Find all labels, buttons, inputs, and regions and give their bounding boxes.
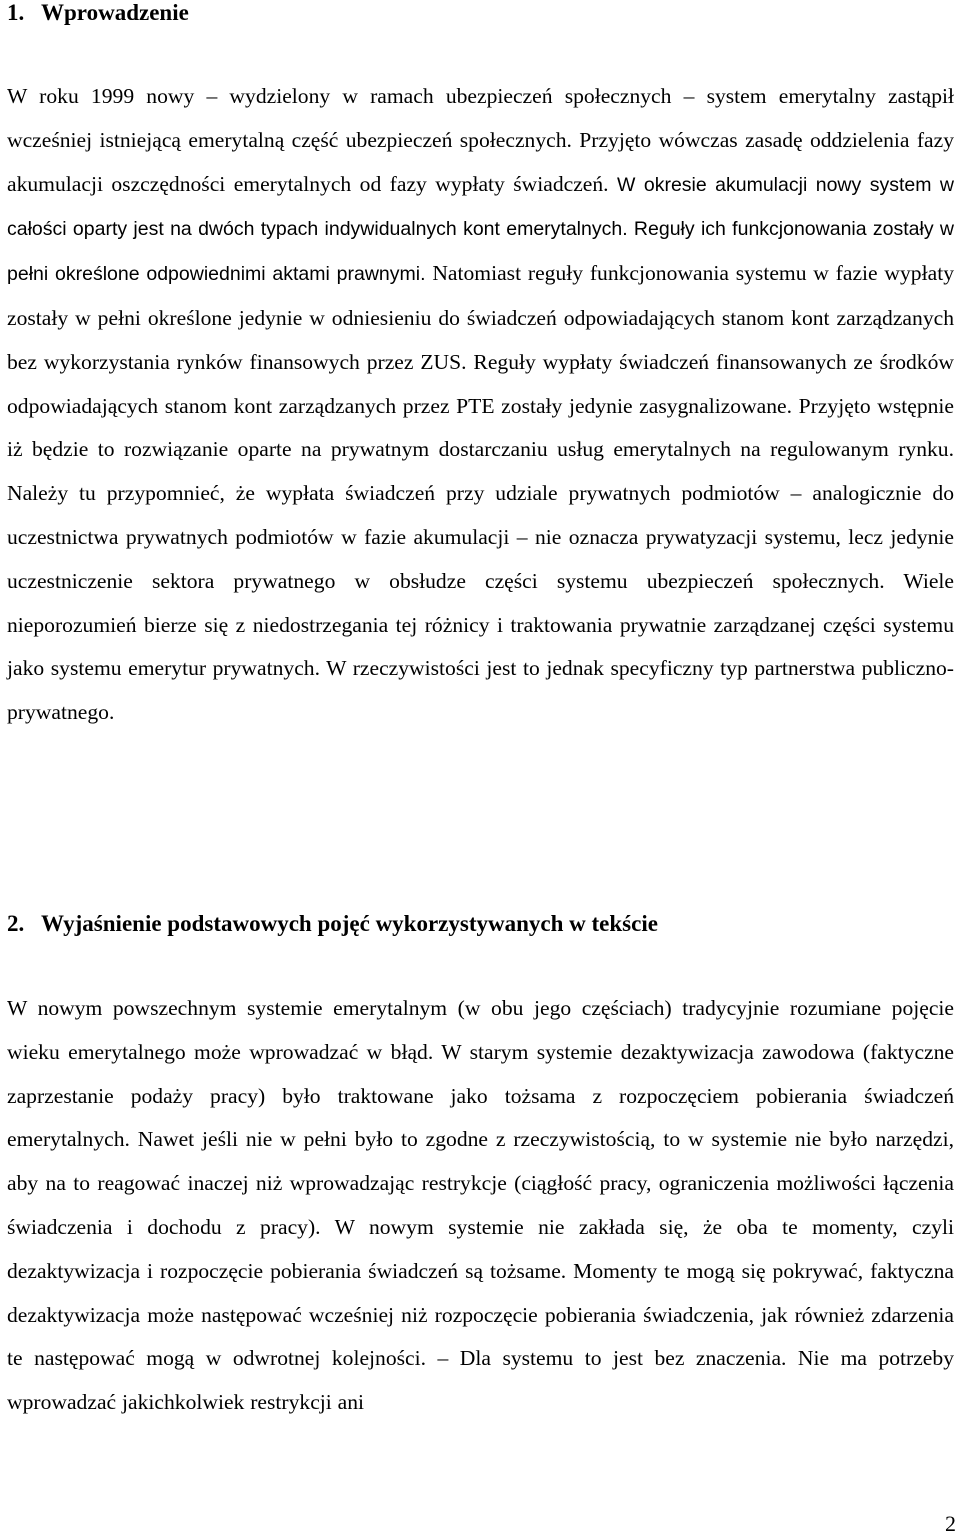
page-number: 2	[945, 1511, 956, 1536]
section-2-title: Wyjaśnienie podstawowych pojęć wykorzystywanych w tekście	[41, 911, 658, 936]
section-2-number: 2.	[7, 911, 25, 936]
paragraph-run: W roku 1999 nowy – wydzielony w ramach ubezpieczeń społecznych – system emerytalny zastąpił wcześniej istniejącą emerytalną część ubezpieczeń społecznych. Przyjęto wówczas zasadę oddzielenia fazy akumulacji oszczędności emerytalnych od fazy wypłaty świadczeń.	[7, 84, 954, 196]
section-1-heading	[7, 0, 189, 26]
section-1-title: Wprowadzenie	[41, 0, 189, 25]
paragraph-run: Natomiast reguły funkcjonowania systemu w fazie wypłaty zostały w pełni określone jedynie w odniesieniu do świadczeń odpowiadających stanom kont zarządzanych bez wykorzystania rynków finansowych przez ZUS. Reguły wypłaty świadczeń finansowanych ze środków odpowiadających stanom kont zarządzanych przez PTE zostały jedynie zasygnalizowane. Przyjęto wstępnie iż będzie to rozwiązanie oparte na prywatnym dostarczaniu usług emerytalnych na regulowanym rynku. Należy tu przypomnieć, że wypłata świadczeń przy udziale prywatnych podmiotów – analogicznie do uczestnictwa prywatnych podmiotów w fazie akumulacji – nie oznacza prywatyzacji systemu, lecz jedynie uczestniczenie sektora prywatnego w obsłudze części systemu ubezpieczeń społecznych. Wiele nieporozumień bierze się z niedostrzegania tej różnicy i traktowania prywatnie zarządzanej części systemu jako systemu emerytur prywatnych. W rzeczywistości jest to jednak specyficzny typ partnerstwa publiczno-prywatnego.	[7, 261, 954, 725]
section-1-paragraph	[7, 75, 954, 735]
section-1-number: 1.	[7, 0, 25, 25]
section-2-paragraph	[7, 987, 954, 1425]
paragraph-run: W nowym powszechnym systemie emerytalnym (w obu jego częściach) tradycyjnie rozumiane pojęcie wieku emerytalnego może wprowadzać w błąd. W starym systemie dezaktywizacja zawodowa (faktyczne zaprzestanie podaży pracy) było traktowane jako tożsama z rozpoczęciem pobierania świadczeń emerytalnych. Nawet jeśli nie w pełni było to zgodne z rzeczywistością, to w systemie nie było narzędzi, aby na to reagować inaczej niż wprowadzając restrykcje (ciągłość pracy, ograniczenia możliwości łączenia świadczenia i dochodu z pracy). W nowym systemie nie zakłada się, że oba te momenty, czyli dezaktywizacja i rozpoczęcie pobierania świadczeń są tożsame. Momenty te mogą się pokrywać, faktyczna dezaktywizacja może następować wcześniej niż rozpoczęcie pobierania świadczenia, jak również zdarzenia te następować mogą w odwrotnej kolejności. – Dla systemu to jest bez znaczenia. Nie ma potrzeby wprowadzać jakichkolwiek restrykcji ani	[7, 996, 954, 1415]
section-2-heading	[7, 911, 658, 937]
paragraph-run: W okresie akumulacji nowy system w całości oparty jest na dwóch typach indywidualnych kont emerytalnych. Reguły ich funkcjonowania zostały w pełni określone odpowiednimi aktami prawnymi.	[7, 173, 954, 286]
